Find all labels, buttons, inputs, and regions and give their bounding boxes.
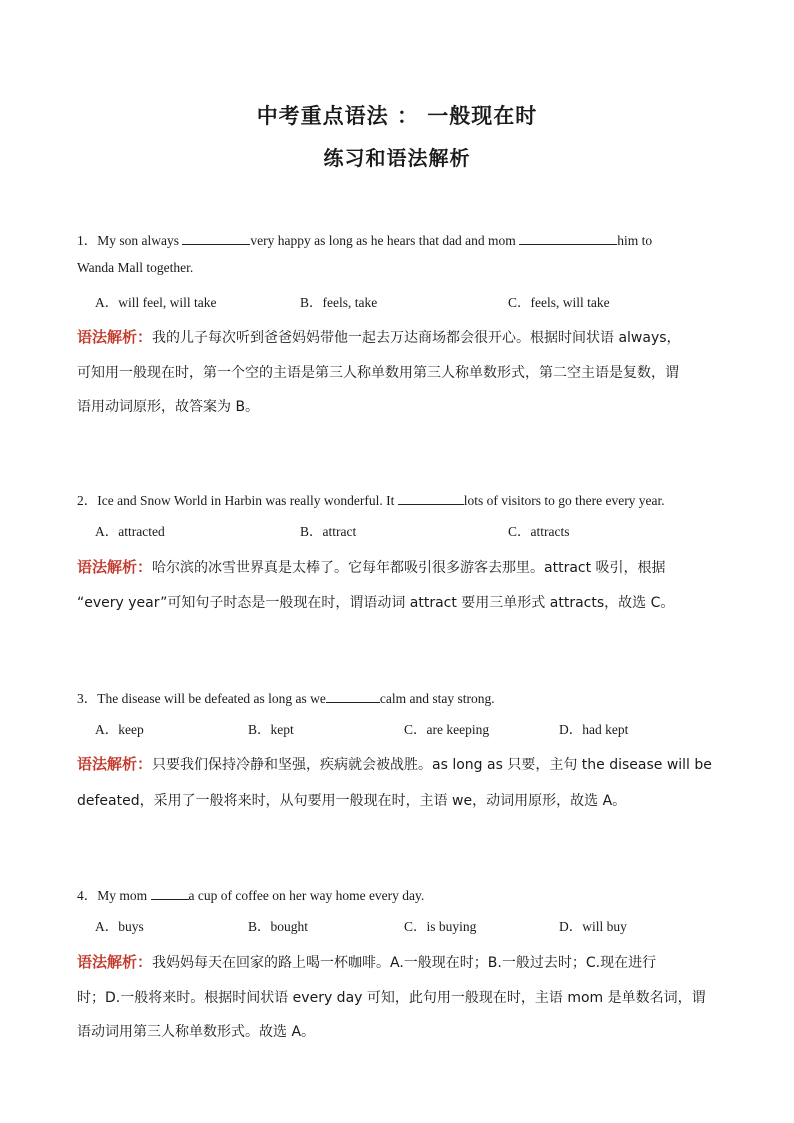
explanation-line: 时；D.一般将来时。根据时间状语 every day 可知，此句用一般现在时，主语 mom 是单数名词，谓 (77, 990, 706, 1006)
question-1-text-b: very happy as long as he hears that dad and mom (250, 233, 520, 248)
explanation-line: 我妈妈每天在回家的路上喝一杯咖啡。A.一般现在时；B.一般过去时；C.现在进行 (152, 955, 657, 971)
explanation-line: 只要我们保持冷静和坚强，疾病就会被战胜。as long as 只要，主句 the disease will be (152, 757, 712, 773)
question-4-option-b: B．bought (248, 919, 309, 934)
question-3-option-c: C．are keeping (404, 722, 490, 737)
question-4-option-d: D．will buy (559, 919, 627, 934)
explanation-line: “every year”可知句子时态是一般现在时，谓语动词 attract 要用三单形式 attracts，故选 C。 (77, 595, 675, 611)
answer-blank (326, 689, 380, 703)
explanation-label: 语法解析： (77, 328, 153, 346)
question-3-option-a: A．keep (95, 722, 144, 737)
question-1-option-a: A．will feel, will take (95, 295, 217, 310)
question-1-explanation (77, 326, 713, 347)
answer-blank (519, 231, 617, 245)
question-1-stem (77, 229, 652, 249)
question-2-explanation (77, 556, 713, 577)
explanation-line: 哈尔滨的冰雪世界真是太棒了。它每年都吸引很多游客去那里。attract 吸引，根据 (152, 560, 666, 576)
question-1-option-b: B．feels, take (300, 295, 378, 310)
question-1-option-c: C．feels, will take (508, 295, 610, 310)
explanation-label: 语法解析： (77, 558, 153, 576)
question-4-text-a: 4．My mom (77, 888, 151, 903)
explanation-line: 语用动词原形，故答案为 B。 (77, 399, 260, 415)
question-4-text-b: a cup of coffee on her way home every day. (188, 888, 425, 903)
explanation-line: 我的儿子每次听到爸爸妈妈带他一起去万达商场都会很开心。根据时间状语 always， (152, 330, 681, 346)
explanation-label: 语法解析： (77, 953, 153, 971)
question-2-text-b: lots of visitors to go there every year. (463, 493, 665, 508)
question-4-option-a: A．buys (95, 919, 144, 934)
answer-blank (182, 231, 250, 245)
question-3-stem (77, 687, 495, 707)
page-title: 中考重点语法 ： 一般现在时 (256, 104, 538, 128)
answer-blank (398, 491, 464, 505)
explanation-line: defeated，采用了一般将来时，从句要用一般现在时，主语 we，动词用原形，故选 A。 (77, 793, 627, 809)
question-2-text-a: 2．Ice and Snow World in Harbin was really wonderful. It (77, 493, 398, 508)
answer-blank (151, 886, 189, 900)
page-subtitle: 练习和语法解析 (323, 146, 471, 170)
question-2-option-c: C．attracts (508, 524, 570, 539)
question-3-text-a: 3．The disease will be defeated as long as we (77, 691, 326, 706)
explanation-line: 语动词用第三人称单数形式。故选 A。 (77, 1024, 316, 1040)
explanation-line: 可知用一般现在时，第一个空的主语是第三人称单数用第三人称单数形式，第二空主语是复数，谓 (77, 365, 679, 381)
question-1-stem-line2: Wanda Mall together. (77, 260, 194, 275)
question-4-explanation (77, 951, 713, 972)
question-1-text-a: 1．My son always (77, 233, 183, 248)
question-3-text-b: calm and stay strong. (379, 691, 495, 706)
explanation-label: 语法解析： (77, 755, 153, 773)
question-1-text-c: him to (617, 233, 653, 248)
question-3-option-b: B．kept (248, 722, 294, 737)
question-2-stem (77, 489, 665, 509)
question-2-option-b: B．attract (300, 524, 357, 539)
question-4-stem (77, 884, 424, 904)
question-4-option-c: C．is buying (404, 919, 477, 934)
question-2-option-a: A．attracted (95, 524, 165, 539)
question-3-explanation (77, 753, 713, 774)
question-3-option-d: D．had kept (559, 722, 629, 737)
